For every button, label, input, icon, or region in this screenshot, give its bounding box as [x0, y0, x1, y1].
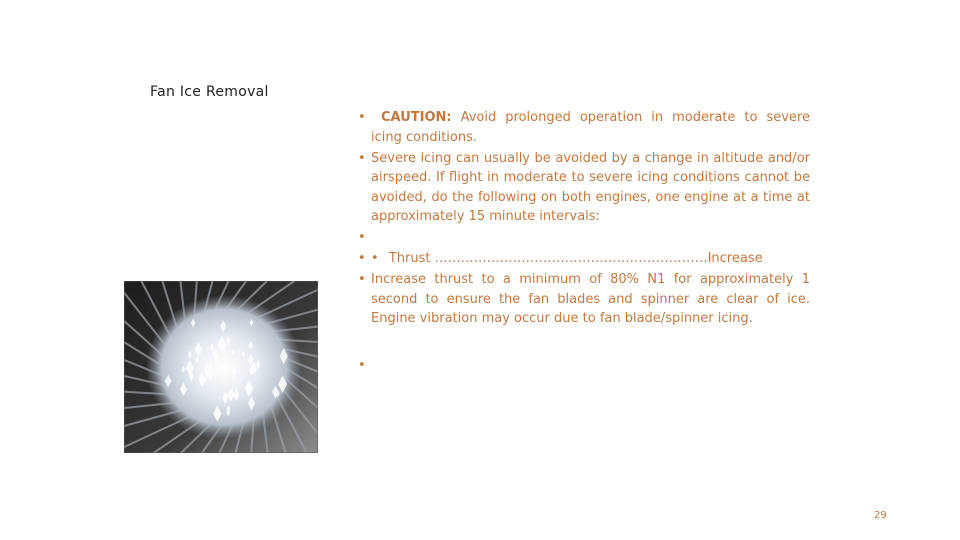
bullet-empty [358, 356, 810, 376]
page-number: 29 [874, 510, 887, 521]
bullet-increase-thrust: • Increase thrust to a minimum of 80% N1 for approximately 1 second to ensure the fan blades and spinner are clear of ice. Engine vibration may occur due to fan blade/spinner icing. [358, 270, 810, 329]
bullet-severe-icing: • Severe icing can usually be avoided by a change in altitude and/or airspeed. If flight in moderate to severe icing conditions cannot be avoided, do the following on both engines, one engine at a time at approximately 15 minute intervals: [358, 149, 810, 227]
thrust-line: Thrust ………………………………………………………Increase [388, 251, 763, 266]
caution-text: Avoid prolonged operation in moderate to severe icing conditions. [371, 110, 810, 145]
spacer [358, 330, 810, 356]
fan-ice-photo [124, 281, 318, 453]
bullet-list [358, 108, 810, 377]
caution-label: CAUTION: [381, 110, 452, 125]
fan-ice-image [124, 281, 318, 453]
bullet-empty [358, 228, 810, 248]
inner-bullet-dot: • [371, 251, 379, 266]
slide-title: Fan Ice Removal [150, 84, 269, 100]
bullet-caution [358, 108, 810, 147]
bullet-thrust [358, 249, 810, 269]
